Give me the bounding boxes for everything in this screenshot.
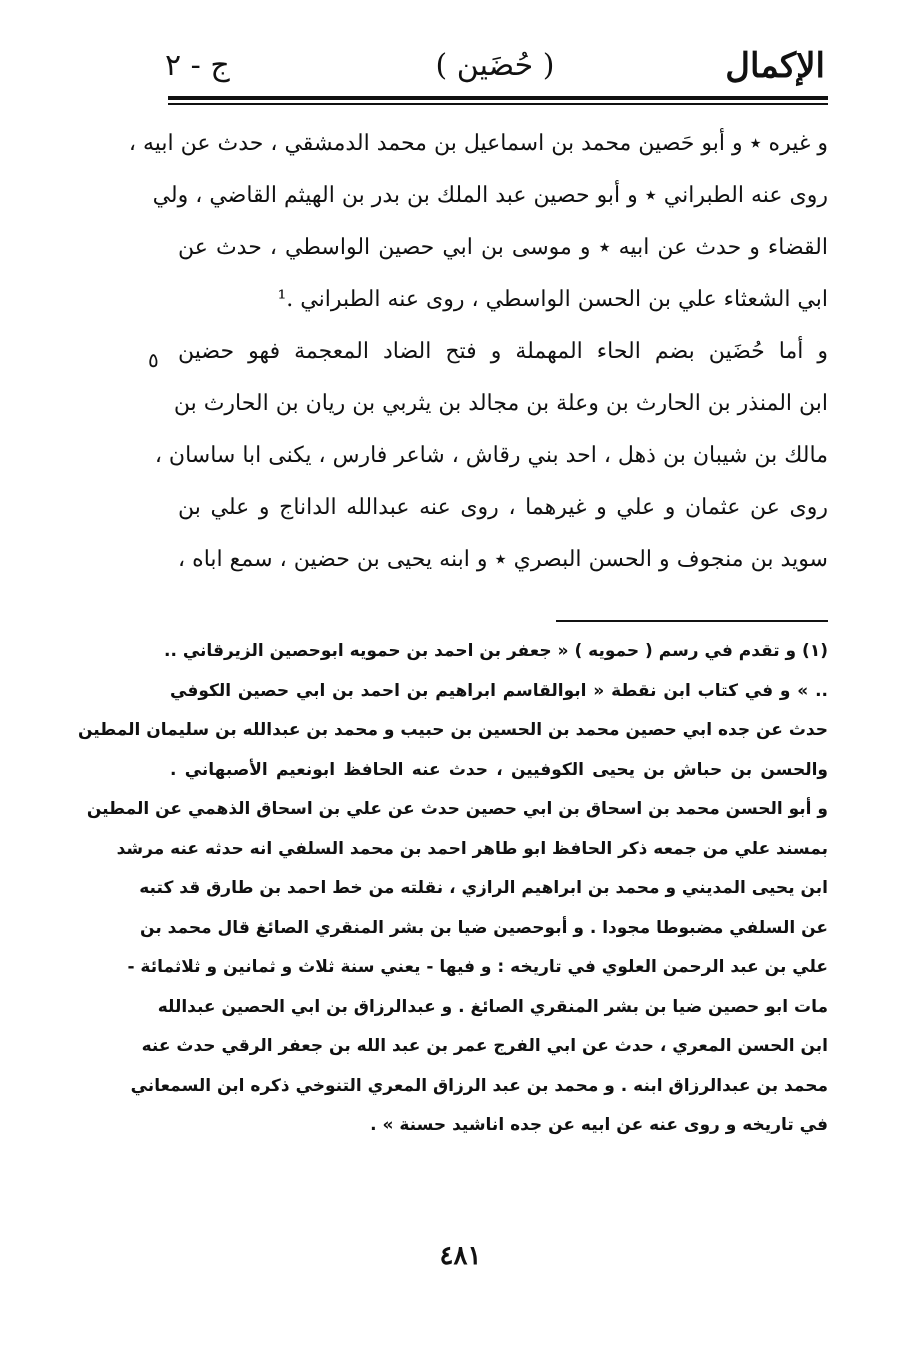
main-line: سويد بن منجوف و الحسن البصري ٭ و ابنه يحيى بن حضين ، سمع اباه ، <box>178 547 828 572</box>
main-line: القضاء و حدث عن ابيه ٭ و موسى بن ابي حصين الواسطي ، حدث عن <box>178 235 828 260</box>
header-rule-thick <box>168 96 828 100</box>
main-line: و أما حُضَين بضم الحاء المهملة و فتح الضاد المعجمة فهو حضين <box>178 339 828 364</box>
main-line: ابي الشعثاء علي بن الحسن الواسطي ، روى عنه الطبراني .¹ <box>277 287 828 312</box>
footnote-rule <box>556 620 828 622</box>
volume-label: ج - ٢ <box>165 48 230 83</box>
footnote-line: في تاريخه و روى عنه عن ابيه عن جده اناشيد حسنة » . <box>370 1115 828 1135</box>
margin-line-number: ٥ <box>148 348 159 372</box>
running-header <box>165 40 825 92</box>
main-text <box>128 118 828 586</box>
main-line: و غيره ٭ و أبو حَصين محمد بن اسماعيل بن محمد الدمشقي ، حدث عن ابيه ، <box>128 131 828 156</box>
main-line: روى عنه الطبراني ٭ و أبو حصين عبد الملك بن بدر بن الهيثم القاضي ، ولي <box>152 183 828 208</box>
footnotes <box>77 632 828 1146</box>
footnote-line: بمسند علي من جمعه ذكر الحافظ ابو طاهر احمد بن محمد السلفي انه حدثه عنه مرشد <box>116 838 828 859</box>
footnote-line: محمد بن عبدالرزاق ابنه . و محمد بن عبد الرزاق المعري التنوخي ذكره ابن السمعاني <box>130 1075 828 1096</box>
main-line: ابن المنذر بن الحارث بن وعلة بن مجالد بن يثربي بن ريان بن الحارث بن <box>173 391 828 416</box>
page-number: ٤٨١ <box>439 1241 482 1271</box>
footnote-line: ابن يحيى المديني و محمد بن ابراهيم الرازي ، نقلته من خط احمد بن طارق قد كتبه <box>139 878 828 898</box>
main-line: روى عن عثمان و علي و غيرهما ، روى عنه عبدالله الداناج و علي بن <box>178 495 828 520</box>
footnote-line: (١) و تقدم في رسم ( حمويه ) « جعفر بن احمد بن حمويه ابوحصين الزيرقاني .. <box>164 641 828 661</box>
header-rule-thin <box>168 103 828 105</box>
footnote-line: حدث عن جده ابي حصين محمد بن الحسين بن حبيب و محمد بن عبدالله بن سليمان المطين <box>77 720 828 740</box>
footnote-line: .. » و في كتاب ابن نقطة « ابوالقاسم ابراهيم بن احمد بن ابي حصين الكوفي <box>170 680 828 701</box>
main-line: مالك بن شيبان بن ذهل ، احد بني رقاش ، شاعر فارس ، يكنى ابا ساسان ، <box>154 443 828 468</box>
footnote-line: والحسن بن حباش بن يحيى الكوفيين ، حدث عنه الحافظ ابونعيم الأصبهاني . <box>170 759 828 780</box>
footnote-line: و أبو الحسن محمد بن اسحاق بن ابي حصين حدث عن علي بن اسحاق الذهمي عن المطين <box>86 799 828 819</box>
section-title: ( حُضَين ) <box>435 48 555 83</box>
footnote-line: ابن الحسن المعري ، حدث عن ابي الفرج عمر بن عبد الله بن جعفر الرقي حدث عنه <box>141 1036 828 1056</box>
footnote-line: مات ابو حصين ضيا بن بشر المنقري الصائغ . و عبدالرزاق بن ابي الحصين عبدالله <box>157 996 828 1017</box>
book-title: الإكمال <box>725 46 825 86</box>
footnote-line: عن السلفي مضبوطا مجودا . و أبوحصين ضيا بن بشر المنقري الصائغ قال محمد بن <box>140 917 828 938</box>
footnote-line: علي بن عبد الرحمن العلوي في تاريخه : و فيها - يعني سنة ثلاث و ثمانين و ثلاثمائة - <box>127 957 828 977</box>
